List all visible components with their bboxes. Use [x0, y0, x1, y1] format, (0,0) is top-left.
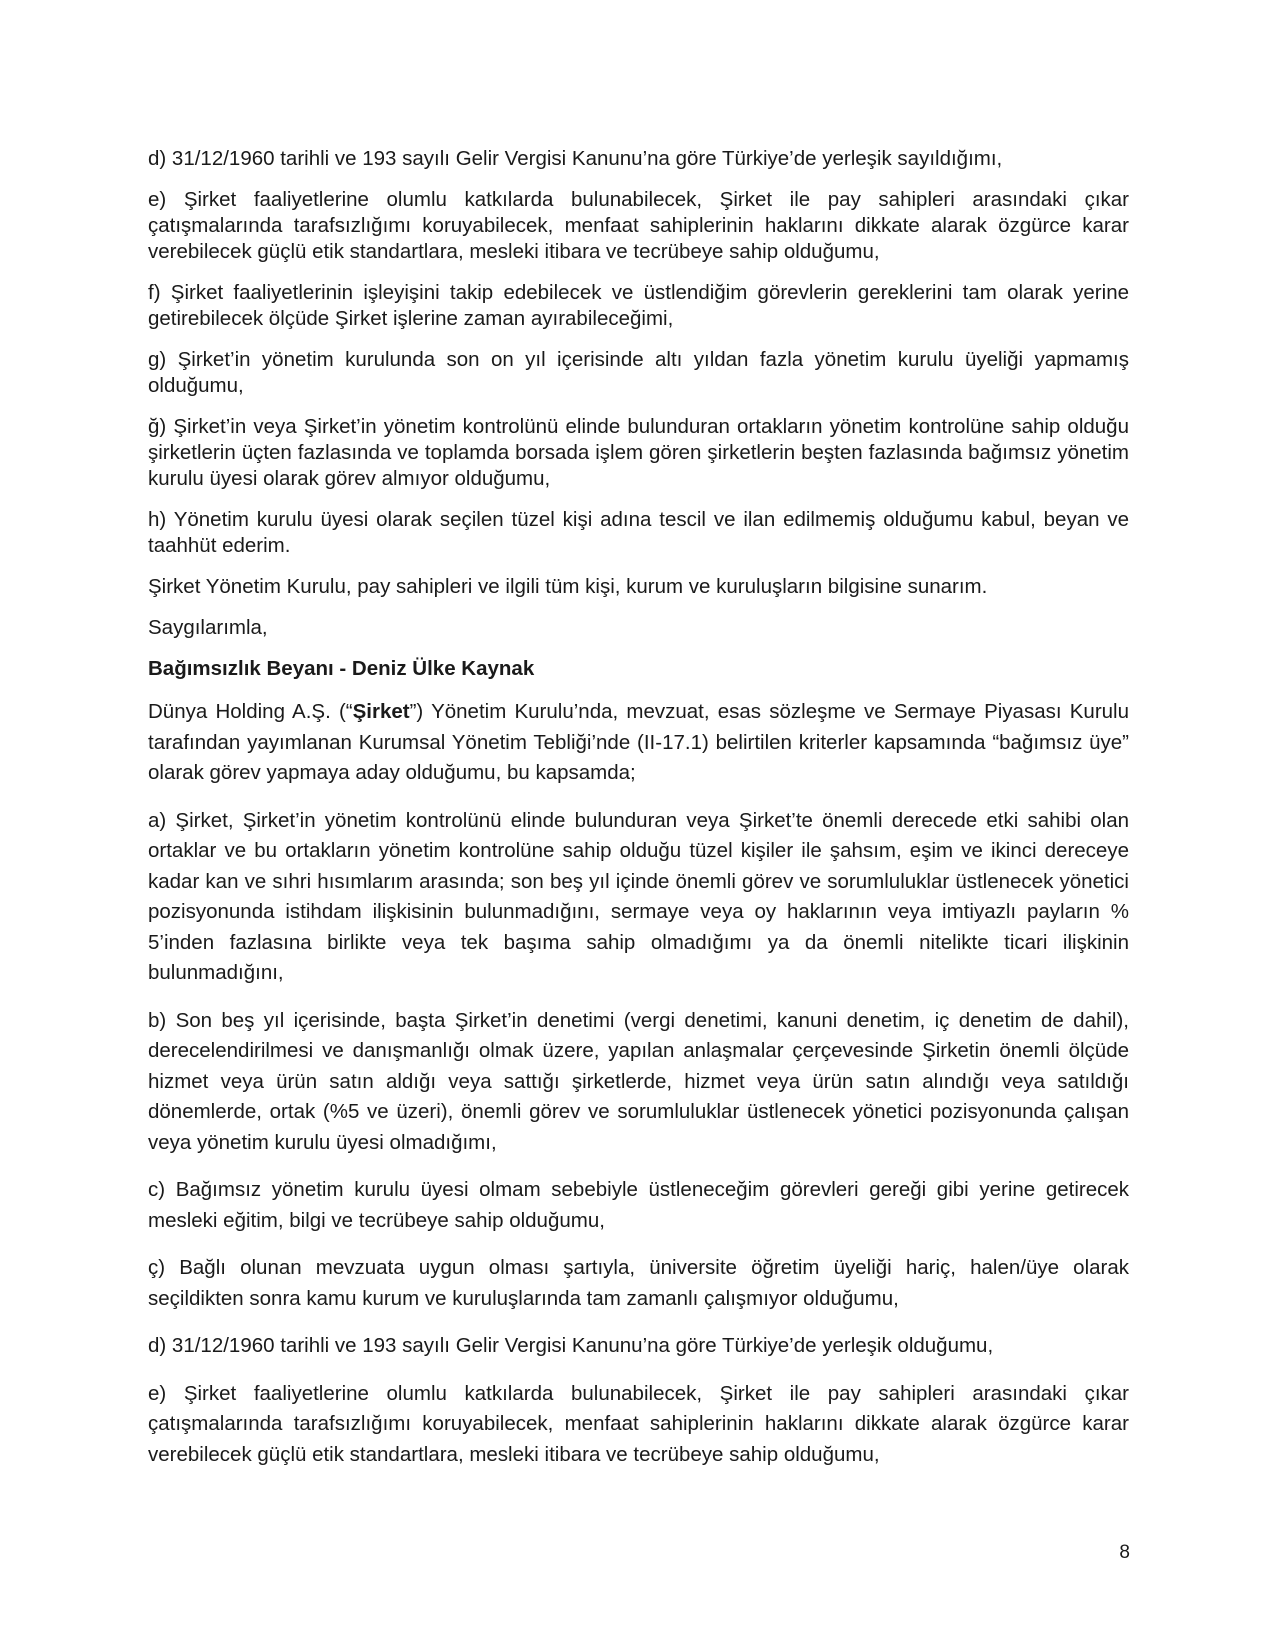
intro-text-after: ”) Yönetim Kurulu’nda, mevzuat, esas sözleşme ve Sermaye Piyasası Kurulu tarafından yayımlanan Kurumsal Yönetim Tebliği’nde (II-17.1) belirtilen kriterler kapsamında “bağımsız üye” olarak görev yapmaya aday olduğumu, bu kapsamda;: [148, 700, 1130, 784]
paragraph-c-qualification: c) Bağımsız yönetim kurulu üyesi olmam sebebiyle üstleneceğim görevleri gereği gibi yerine getirecek mesleki eğitim, bilgi ve tecrübeye sahip olduğumu,: [148, 1178, 1129, 1232]
intro-company-term: Şirket: [352, 700, 410, 723]
paragraph-c-cedilla-employment: ç) Bağlı olunan mevzuata uygun olması şartıyla, üniversite öğretim üyeliği hariç, halen/üye olarak seçildikten sonra kamu kurum ve kuruluşlarında tam zamanlı çalışmıyor olduğumu,: [148, 1256, 1129, 1310]
paragraph-e-ethics-2: e) Şirket faaliyetlerine olumlu katkılarda bulunabilecek, Şirket ile pay sahipleri arasındaki çıkar çatışmalarında tarafsızlığımı koruyabilecek, menfaat sahiplerinin haklarını dikkate alarak özgürce karar verebilecek güçlü etik standartlara, mesleki itibara ve tecrübeye sahip olduğumu,: [148, 1381, 1129, 1466]
paragraph-d-residency-2: d) 31/12/1960 tarihli ve 193 sayılı Gelir Vergisi Kanunu’na göre Türkiye’de yerleşik olduğumu,: [148, 1334, 994, 1357]
paragraph-h-declaration: h) Yönetim kurulu üyesi olarak seçilen tüzel kişi adına tescil ve ilan edilmemiş olduğumu kabul, beyan ve taahhüt ederim.: [148, 508, 1129, 557]
paragraph-e-ethics: e) Şirket faaliyetlerine olumlu katkılarda bulunabilecek, Şirket ile pay sahipleri arasındaki çıkar çatışmalarında tarafsızlığımı koruyabilecek, menfaat sahiplerinin haklarını dikkate alarak özgürce karar verebilecek güçlü etik standartlara, mesleki itibara ve tecrübeye sahip olduğumu,: [148, 188, 1129, 263]
paragraph-b-audit: b) Son beş yıl içerisinde, başta Şirket’in denetimi (vergi denetimi, kanuni denetim, iç denetim de dahil), derecelendirilmesi ve danışmanlığı olmak üzere, yapılan anlaşmalar çerçevesinde Şirketin önemli ölçüde hizmet veya ürün satın aldığı veya sattığı şirketlerde, hizmet veya ürün satın alındığı veya satıldığı dönemlerde, ortak (%5 ve üzeri), önemli görev ve sorumluluklar üstlenecek yönetici pozisyonunda çalışan veya yönetim kurulu üyesi olmadığımı,: [148, 1008, 1129, 1154]
page-number: 8: [1119, 1542, 1130, 1563]
paragraph-f-time: f) Şirket faaliyetlerinin işleyişini takip edebilecek ve üstlendiğim görevlerin gereklerini tam olarak yerine getirebilecek ölçüde Şirket işlerine zaman ayırabileceğimi,: [148, 281, 1129, 330]
paragraph-g-breve-boards: ğ) Şirket’in veya Şirket’in yönetim kontrolünü elinde bulunduran ortakların yönetim kontrolüne sahip olduğu şirketlerin üçten fazlasında ve toplamda borsada işlem gören şirketlerin beşten fazlasında bağımsız yönetim kurulu üyesi olarak görev almıyor olduğumu,: [148, 415, 1129, 490]
paragraph-g-tenure: g) Şirket’in yönetim kurulunda son on yıl içerisinde altı yıldan fazla yönetim kurulu üyeliği yapmamış olduğumu,: [148, 348, 1129, 397]
intro-text-before: Dünya Holding A.Ş. (“: [148, 700, 353, 723]
paragraph-intro: [148, 697, 1129, 789]
document-page: [148, 146, 1129, 1487]
section-heading: Bağımsızlık Beyanı - Deniz Ülke Kaynak: [148, 657, 535, 680]
paragraph-d-residency: d) 31/12/1960 tarihli ve 193 sayılı Gelir Vergisi Kanunu’na göre Türkiye’de yerleşik sayıldığımı,: [148, 147, 1003, 170]
paragraph-a-relations: a) Şirket, Şirket’in yönetim kontrolünü elinde bulunduran veya Şirket’te önemli derecede etki sahibi olan ortaklar ve bu ortakların yönetim kontrolüne sahip olduğu tüzel kişiler ile şahsım, eşim ve ikinci dereceye kadar kan ve sıhri hısımlarım arasında; son beş yıl içinde önemli görev ve sorumluluklar üstlenecek yönetici pozisyonunda istihdam ilişkisinin bulunmadığını, sermaye veya oy haklarının veya imtiyazlı payların % 5’inden fazlasına birlikte veya tek başıma sahip olmadığımı ya da önemli nitelikte ticari ilişkinin bulunmadığını,: [148, 808, 1129, 984]
paragraph-submission: Şirket Yönetim Kurulu, pay sahipleri ve ilgili tüm kişi, kurum ve kuruluşların bilgisine sunarım.: [148, 575, 988, 598]
paragraph-closing: Saygılarımla,: [148, 616, 268, 639]
